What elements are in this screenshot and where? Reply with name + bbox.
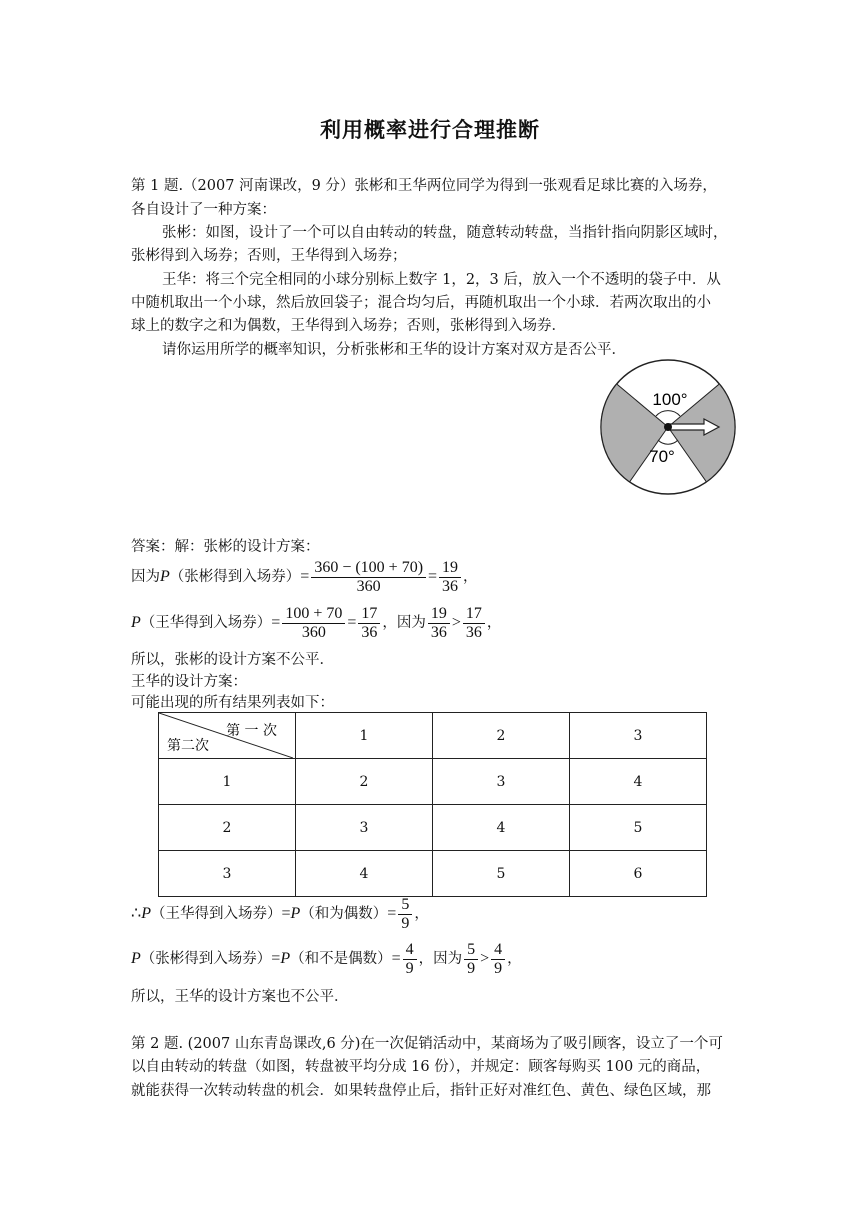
answer-eq-3 — [131, 892, 429, 936]
table-col-header: 1 — [296, 713, 433, 759]
table-cell: 3 — [433, 759, 570, 805]
table-row — [159, 805, 707, 851]
fraction-numerator: 4 — [403, 941, 417, 960]
fraction-numerator: 17 — [358, 605, 380, 624]
equals-sign: = — [347, 614, 357, 631]
fraction-denominator: 360 — [356, 577, 381, 595]
zb-ticket-text: （张彬得到入场券） — [169, 569, 301, 585]
table-cell: 5 — [570, 805, 707, 851]
p-symbol: P — [160, 568, 170, 585]
q1-line-5: 王华：将三个完全相同的小球分别标上数字 1，2，3 后，放入一个不透明的袋子中．从 — [162, 272, 721, 288]
results-table — [158, 712, 707, 897]
fraction-numerator: 100 + 70 — [282, 605, 345, 624]
because-text: ，因为 — [418, 951, 463, 967]
q2-line-1: 第 2 题. (2007 山东青岛课改,6 分)在一次促销活动中，某商场为了吸引顾客，设立了一个可 — [131, 1036, 723, 1052]
comma: ， — [463, 569, 478, 585]
zb-ticket-text: （张彬得到入场券） — [140, 951, 272, 967]
table-cell: 4 — [296, 851, 433, 897]
table-row-label: 2 — [159, 805, 296, 851]
spinner-center — [664, 423, 672, 431]
q1-line-2: 各自设计了一种方案： — [131, 202, 276, 218]
table-row-label: 3 — [159, 851, 296, 897]
table-row-label: 1 — [159, 759, 296, 805]
fraction-denominator: 36 — [430, 623, 447, 641]
answer-eq-4 — [131, 937, 522, 981]
answer-eq-1 — [131, 555, 478, 599]
page-title: 利用概率进行合理推断 — [320, 118, 540, 142]
fraction-denominator: 360 — [301, 623, 326, 641]
p-symbol: P — [131, 950, 141, 967]
spinner-figure — [598, 358, 738, 498]
table-cell: 4 — [433, 805, 570, 851]
fraction-numerator: 5 — [464, 941, 478, 960]
equals-sign: = — [281, 905, 291, 922]
fraction-denominator: 36 — [465, 623, 482, 641]
comma: ， — [507, 951, 522, 967]
conclusion-1: 所以，张彬的设计方案不公平． — [131, 652, 334, 668]
angle-label-top: 100° — [652, 390, 688, 409]
p-symbol: P — [131, 614, 141, 631]
q1-line-6: 中随机取出一个小球，然后放回袋子；混合均匀后，再随机取出一个小球．若两次取出的小 — [131, 295, 711, 311]
table-cell: 2 — [296, 759, 433, 805]
odd-sum-text: （和不是偶数） — [290, 951, 392, 967]
q1-line-4: 张彬得到入场券；否则，王华得到入场券； — [131, 248, 407, 264]
fraction-denominator: 9 — [405, 959, 414, 977]
table-header-row — [159, 713, 707, 759]
header-first-draw: 第 一 次 — [226, 723, 277, 739]
header-second-draw: 第二次 — [167, 738, 209, 754]
fraction-numerator: 19 — [428, 605, 450, 624]
wh-ticket-text: （王华得到入场券） — [140, 615, 272, 631]
equals-sign: = — [271, 950, 281, 967]
greater-than-sign: > — [451, 614, 461, 631]
table-row — [159, 759, 707, 805]
equals-sign: = — [387, 905, 397, 922]
comma: ， — [486, 615, 502, 631]
table-col-header: 3 — [570, 713, 707, 759]
table-intro: 可能出现的所有结果列表如下： — [131, 695, 334, 711]
wh-ticket-text: （王华得到入场券） — [150, 906, 282, 922]
fraction-denominator: 36 — [361, 623, 378, 641]
because-text: 因为 — [131, 569, 160, 585]
greater-than-sign: > — [480, 950, 490, 967]
fraction-denominator: 36 — [442, 577, 459, 595]
table-cell: 4 — [570, 759, 707, 805]
comma: ， — [414, 906, 429, 922]
q2-line-3: 就能获得一次转动转盘的机会．如果转盘停止后，指针正好对准红色、黄色、绿色区域，那 — [131, 1083, 711, 1099]
therefore-symbol: ∴ — [131, 905, 142, 922]
fraction-numerator: 5 — [398, 896, 412, 915]
p-symbol: P — [141, 905, 151, 922]
equals-sign: = — [428, 568, 438, 585]
fraction-denominator: 9 — [494, 959, 503, 977]
table-cell: 5 — [433, 851, 570, 897]
q1-line-7: 球上的数字之和为偶数，王华得到入场券；否则，张彬得到入场券． — [131, 318, 566, 334]
fraction-denominator: 9 — [467, 959, 476, 977]
table-row — [159, 851, 707, 897]
fraction-numerator: 4 — [491, 941, 505, 960]
p-symbol: P — [290, 905, 301, 922]
q2-line-2: 以自由转动的转盘（如图，转盘被平均分成 16 份），并规定：顾客每购买 100 元的商品， — [131, 1059, 711, 1075]
table-corner-cell — [159, 713, 296, 759]
wh-plan-heading: 王华的设计方案： — [131, 674, 247, 690]
conclusion-2: 所以，王华的设计方案也不公平． — [131, 989, 349, 1005]
equals-sign: = — [300, 568, 310, 585]
table-col-header: 2 — [433, 713, 570, 759]
q1-line-3: 张彬：如图，设计了一个可以自由转动的转盘，随意转动转盘，当指针指向阴影区域时， — [162, 225, 728, 241]
diagonal-divider — [159, 713, 293, 758]
fraction-numerator: 360 − (100 + 70) — [311, 559, 426, 578]
q1-line-1: 第 1 题.（2007 河南课改，9 分）张彬和王华两位同学为得到一张观看足球比赛的入场券， — [131, 178, 717, 194]
fraction-denominator: 9 — [401, 914, 410, 932]
table-cell: 3 — [296, 805, 433, 851]
fraction-numerator: 17 — [463, 605, 485, 624]
angle-label-bottom: 70° — [649, 447, 675, 466]
answer-head: 答案：解：张彬的设计方案： — [131, 539, 320, 555]
equals-sign: = — [391, 950, 401, 967]
equals-sign: = — [271, 614, 281, 631]
table-cell: 6 — [570, 851, 707, 897]
because-text: ，因为 — [382, 615, 426, 631]
fraction-numerator: 19 — [439, 559, 461, 578]
q1-line-8: 请你运用所学的概率知识，分析张彬和王华的设计方案对双方是否公平． — [162, 342, 626, 358]
answer-eq-2 — [131, 601, 501, 645]
even-sum-text: （和为偶数） — [300, 906, 388, 922]
p-symbol: P — [280, 950, 291, 967]
